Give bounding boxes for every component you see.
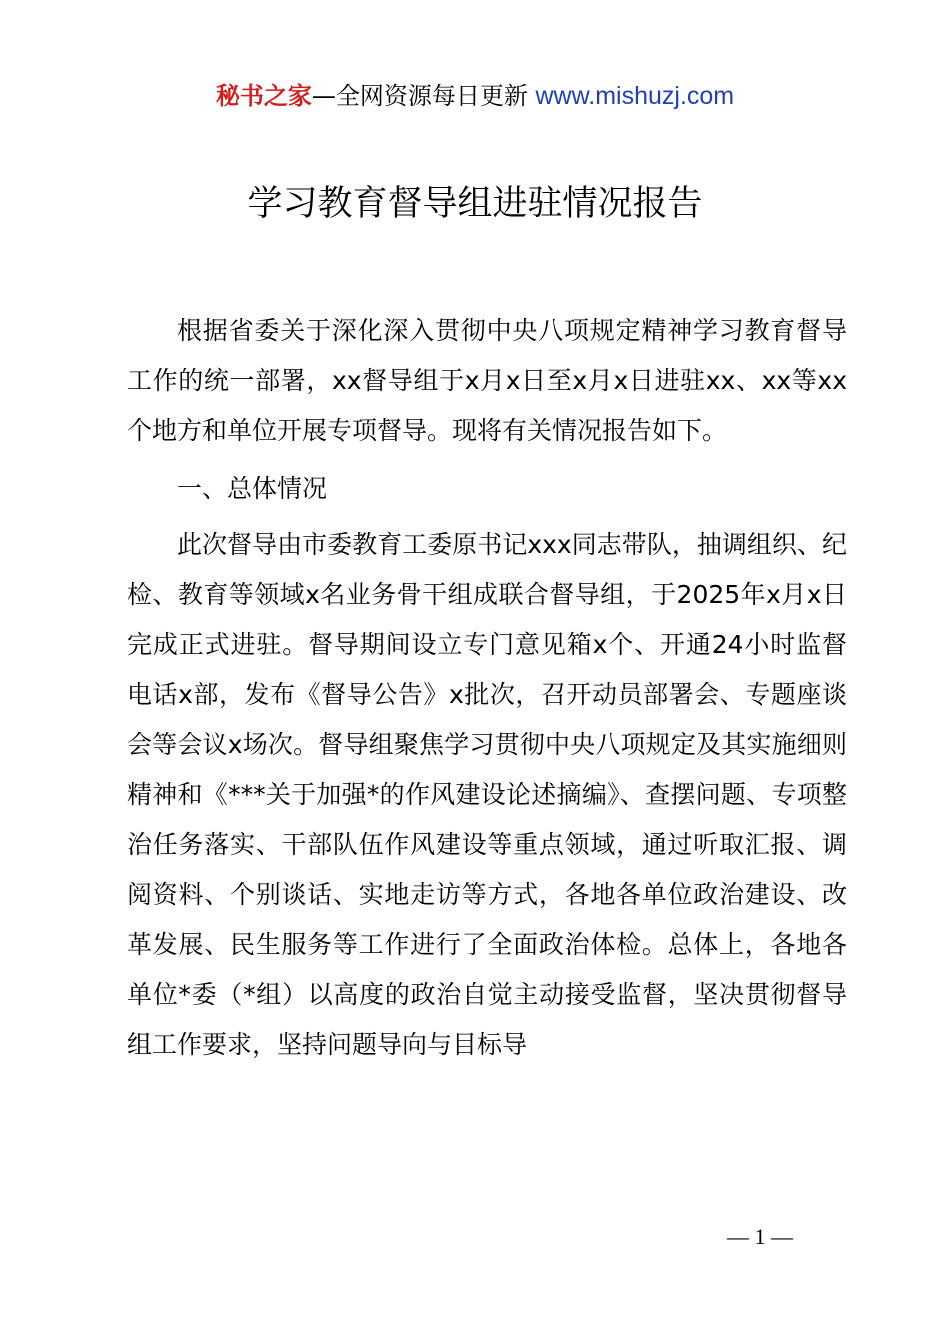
document-title: 学习教育督导组进驻情况报告 xyxy=(247,184,703,224)
page-number: — 1 — xyxy=(727,1224,793,1249)
document-body xyxy=(127,306,847,1070)
paragraph-intro: 根据省委关于深化深入贯彻中央八项规定精神学习教育督导工作的统一部署，xx督导组于x月x日至x月x日进驻xx、xx等xx个地方和单位开展专项督导。现将有关情况报告如下。 xyxy=(127,316,847,445)
site-header xyxy=(0,80,950,112)
site-url-link[interactable]: www.mishuzj.com xyxy=(535,82,735,110)
site-tagline: —全网资源每日更新 xyxy=(311,82,528,110)
section-heading: 一、总体情况 xyxy=(177,474,328,503)
site-brand: 秘书之家 xyxy=(215,82,312,110)
paragraph-overview: 此次督导由市委教育工委原书记xxx同志带队，抽调组织、纪检、教育等领域x名业务骨干组成联合督导组，于2025年x月x日完成正式进驻。督导期间设立专门意见箱x个、开通24小时监督电话x部，发布《督导公告》x批次，召开动员部署会、专题座谈会等会议x场次。督导组聚焦学习贯彻中央八项规定及其实施细则精神和《***关于加强*的作风建设论述摘编》、查摆问题、专项整治任务落实、干部队伍作风建设等重点领域，通过听取汇报、调阅资料、个别谈话、实地走访等方式，各地各单位政治建设、改革发展、民生服务等工作进行了全面政治体检。总体上，各地各单位*委（*组）以高度的政治自觉主动接受监督，坚决贯彻督导组工作要求，坚持问题导向与目标导 xyxy=(127,530,847,1059)
